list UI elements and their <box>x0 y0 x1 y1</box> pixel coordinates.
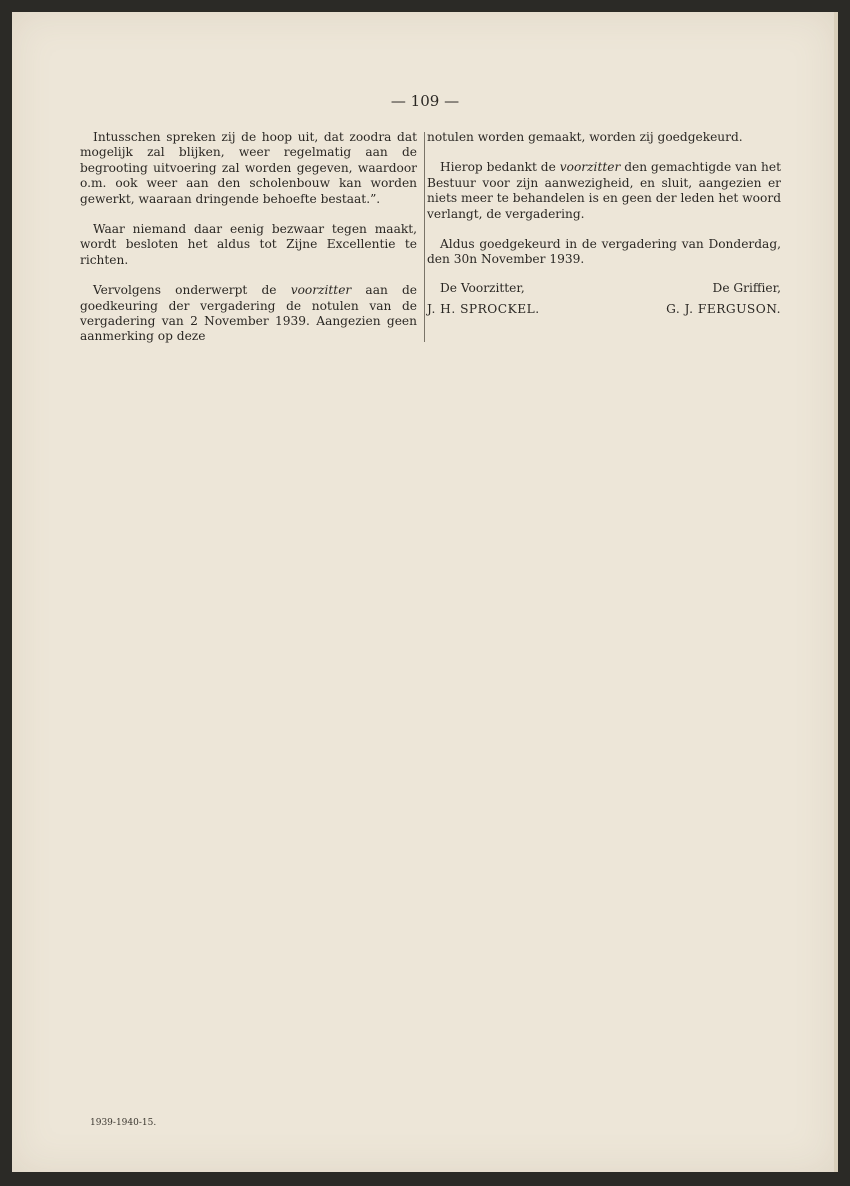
paragraph-text: Vervolgens onderwerpt de <box>93 283 291 298</box>
clerk-label: De Griffier, <box>712 280 781 295</box>
left-column <box>80 130 417 360</box>
paragraph: notulen worden gemaakt, worden zij goedgekeurd. <box>427 130 743 144</box>
paragraph-text: aan de goedkeuring der vergadering de notulen van de vergadering van 2 November 1939. Aangezien geen aanmerking op deze <box>80 283 417 344</box>
column-divider <box>424 132 425 342</box>
paragraph: Intusschen spreken zij de hoop uit, dat zoodra dat mogelijk zal blijken, weer regelmatig aan de begrooting uitvoering zal worden gegeven, waardoor o.m. ook weer aan den scholenbouw kan worden gewerkt, waaraan dringende behoefte bestaat.”. <box>80 130 417 206</box>
paragraph-text: den gemachtigde van het Bestuur voor zijn aanwezigheid, en sluit, aangezien er niets meer te behandelen is en geen der leden het woord verlangt, de vergadering. <box>427 160 781 221</box>
paragraph <box>80 283 417 345</box>
chair-label: De Voorzitter, <box>440 280 525 295</box>
emphasis-text: voorzitter <box>559 160 621 175</box>
chair-name: J. H. SPROCKEL. <box>427 302 540 317</box>
paragraph: Waar niemand daar eenig bezwaar tegen maakt, wordt besloten het aldus tot Zijne Excellentie te richten. <box>80 222 417 267</box>
emphasis-text: voorzitter <box>290 283 352 298</box>
page-edge <box>834 12 838 1172</box>
paragraph <box>427 160 781 222</box>
right-column <box>427 130 781 318</box>
paragraph: Aldus goedgekeurd in de vergadering van Donderdag, den 30n November 1939. <box>427 237 781 267</box>
signature-labels <box>427 281 781 296</box>
clerk-name: G. J. FERGUSON. <box>666 302 781 317</box>
paragraph-text: Hierop bedankt de <box>440 160 560 175</box>
page-number: — 109 — <box>390 92 460 110</box>
signature-names <box>427 302 781 317</box>
footer-code: 1939-1940-15. <box>90 1118 157 1128</box>
